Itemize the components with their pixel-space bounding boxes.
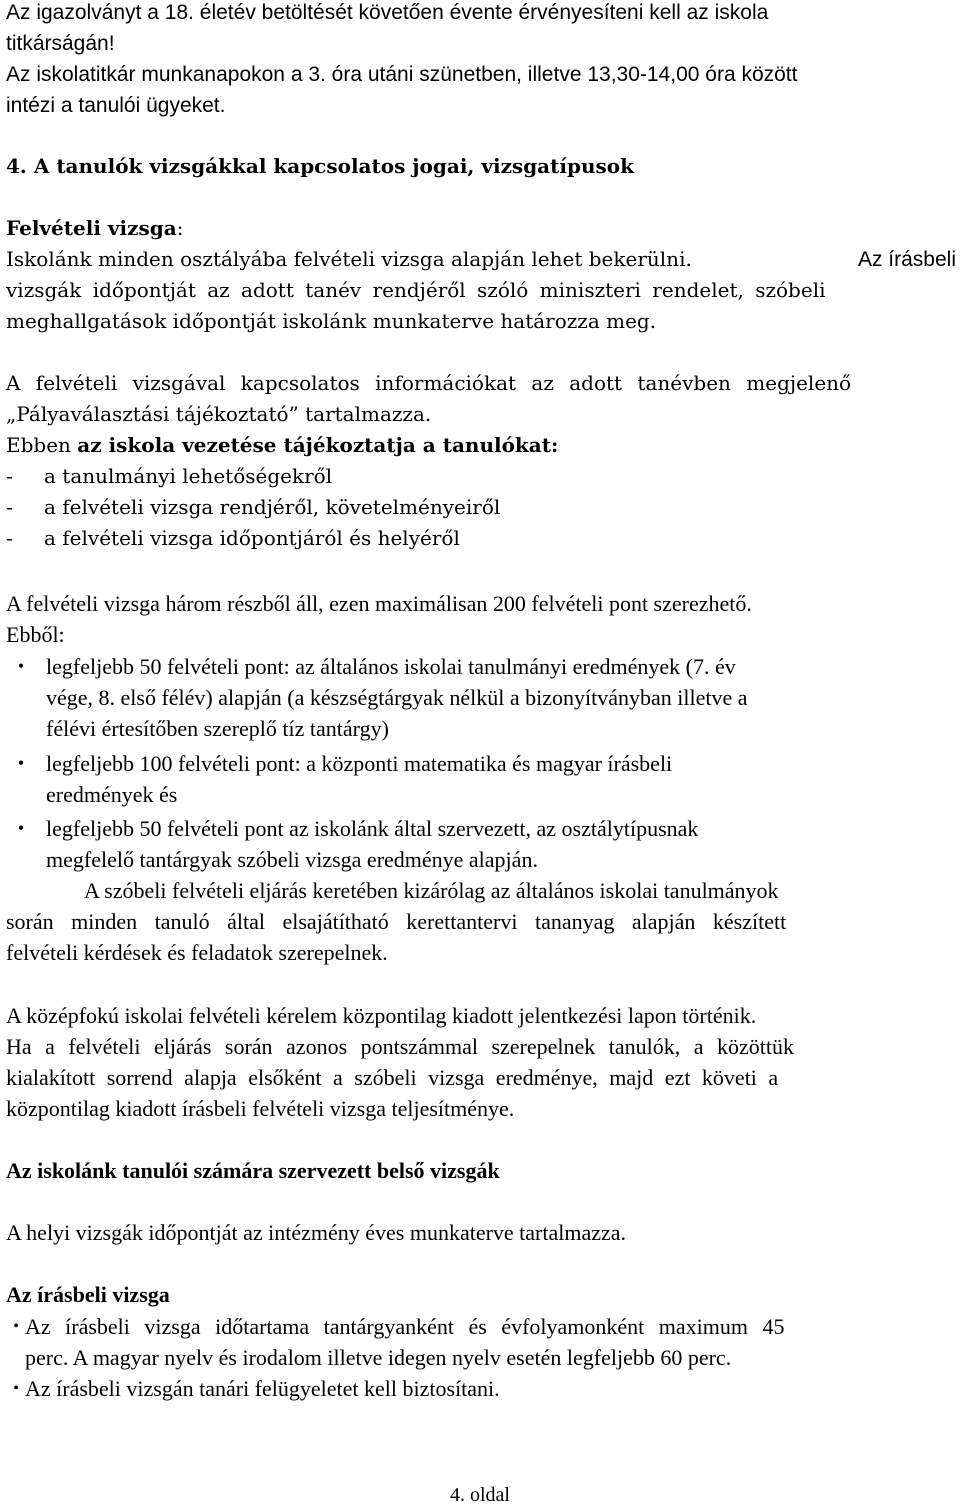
felveteli-label xyxy=(6,213,956,244)
bullet-icon: • xyxy=(17,818,25,838)
oral-line: A szóbeli felvételi eljárás keretében kizárólag az általános iskolai tanulmányok xyxy=(84,878,779,903)
info-paragraph xyxy=(6,368,956,461)
kerelem-line: A középfokú iskolai felvételi kérelem központilag kiadott jelentkezési lapon történik. xyxy=(6,1003,757,1028)
irasbeli-item xyxy=(25,1311,956,1373)
info-line: „Pályaválasztási tájékoztató” tartalmazza. xyxy=(6,402,432,426)
oral-line: felvételi kérdések és feladatok szerepelnek. xyxy=(6,940,388,965)
bullet-line: megfelelő tantárgyak szóbeli vizsga eredménye alapján. xyxy=(46,847,538,872)
felveteli-line1b-text: Az írásbeli xyxy=(857,248,956,271)
bullet-icon: • xyxy=(13,1380,19,1397)
bullet-item xyxy=(46,748,946,810)
bullet-line: legfeljebb 50 felvételi pont: az általános iskolai tanulmányi eredmények (7. év xyxy=(46,654,736,679)
bullet-line: félévi értesítőben szereplő tíz tantárgy) xyxy=(46,716,389,741)
belso-paragraph xyxy=(6,1217,956,1248)
irasbeli-line: Az írásbeli vizsga időtartama tantárgyanként és évfolyamonként maximum 45 xyxy=(25,1314,785,1339)
bullet-icon: • xyxy=(13,1318,19,1335)
bullet-line: eredmények és xyxy=(46,782,178,807)
bullet-item xyxy=(46,651,946,744)
bullet-item xyxy=(46,813,946,875)
kerelem-line: központilag kiadott írásbeli felvételi vizsga teljesítménye. xyxy=(6,1096,515,1121)
bullet-icon: • xyxy=(17,753,25,773)
felveteli-label-text: Felvételi vizsga xyxy=(6,216,177,240)
intro-line: titkárságán! xyxy=(6,32,115,55)
dash-item-text: a felvételi vizsga rendjéről, követelményeiről xyxy=(44,495,501,519)
dash-item-text: a tanulmányi lehetőségekről xyxy=(44,464,333,488)
intro-paragraph xyxy=(6,0,956,121)
intro-line: Az iskolatitkár munkanapokon a 3. óra utáni szünetben, illetve 13,30-14,00 óra között xyxy=(6,63,798,86)
oral-paragraph xyxy=(6,875,956,968)
irasbeli-line: perc. A magyar nyelv és irodalom illetve idegen nyelv esetén legfeljebb 60 perc. xyxy=(25,1345,732,1370)
felveteli-label-colon: : xyxy=(176,216,184,240)
belso-heading-text: Az iskolánk tanulói számára szervezett belső vizsgák xyxy=(6,1158,500,1183)
dash-marker: - xyxy=(6,464,13,488)
felveteli-line: vizsgák időpontját az adott tanév rendjéről szóló miniszteri rendelet, szóbeli xyxy=(6,278,826,302)
dash-marker: - xyxy=(6,526,13,550)
intro-line: Az igazolványt a 18. életév betöltését követően évente érvényesíteni kell az iskola xyxy=(6,1,769,24)
dash-item-text: a felvételi vizsga időpontjáról és helyéről xyxy=(44,526,460,550)
ebben-emphasis: az iskola vezetése tájékoztatja a tanulókat: xyxy=(77,433,559,457)
points-line: A felvételi vizsga három részből áll, ezen maximálisan 200 felvételi pont szerezhető. xyxy=(6,591,752,616)
oral-line2-text: során minden tanuló által elsajátítható kerettantervi tananyag alapján készített xyxy=(6,909,787,934)
bullet-icon: • xyxy=(17,656,25,676)
bullet-line: vége, 8. első félév) alapján (a készségtárgyak nélkül a bizonyítványban illetve a xyxy=(46,685,748,710)
belso-heading xyxy=(6,1155,956,1186)
belso-text: A helyi vizsgák időpontját az intézmény éves munkaterve tartalmazza. xyxy=(6,1220,627,1245)
ebben-line xyxy=(6,430,956,461)
felveteli-line: meghallgatások időpontját iskolánk munkaterve határozza meg. xyxy=(6,309,657,333)
page-number: 4. oldal xyxy=(450,1484,510,1506)
irasbeli-heading-text: Az írásbeli vizsga xyxy=(6,1282,170,1307)
oral-line xyxy=(6,906,956,937)
bullet-line: legfeljebb 50 felvételi pont az iskolánk által szervezett, az osztálytípusnak xyxy=(46,816,699,841)
irasbeli-item xyxy=(25,1373,956,1404)
irasbeli-line: Az írásbeli vizsgán tanári felügyeletet kell biztosítani. xyxy=(25,1376,500,1401)
dash-marker: - xyxy=(6,495,13,519)
info-line: A felvételi vizsgával kapcsolatos információkat az adott tanévben megjelenő xyxy=(6,371,852,395)
section-heading xyxy=(6,151,956,182)
points-line: Ebből: xyxy=(6,622,65,647)
bullet-line: legfeljebb 100 felvételi pont: a központi matematika és magyar írásbeli xyxy=(46,751,673,776)
ebben-prefix: Ebben xyxy=(6,433,71,457)
section-heading-text: 4. A tanulók vizsgákkal kapcsolatos jogai, vizsgatípusok xyxy=(6,154,634,178)
kerelem-paragraph xyxy=(6,1000,956,1124)
irasbeli-heading xyxy=(6,1279,956,1310)
kerelem-line: Ha a felvételi eljárás során azonos pontszámmal szerepelnek tanulók, a közöttük xyxy=(6,1034,795,1059)
points-paragraph xyxy=(6,588,956,650)
kerelem-line: kialakított sorrend alapja elsőként a szóbeli vizsga eredménye, majd ezt követi a xyxy=(6,1065,779,1090)
felveteli-line1-text: Iskolánk minden osztályába felvételi vizsga alapján lehet bekerülni. xyxy=(6,247,692,271)
intro-line: intézi a tanulói ügyeket. xyxy=(6,94,226,117)
felveteli-paragraph xyxy=(6,244,956,337)
felveteli-line xyxy=(6,244,956,275)
